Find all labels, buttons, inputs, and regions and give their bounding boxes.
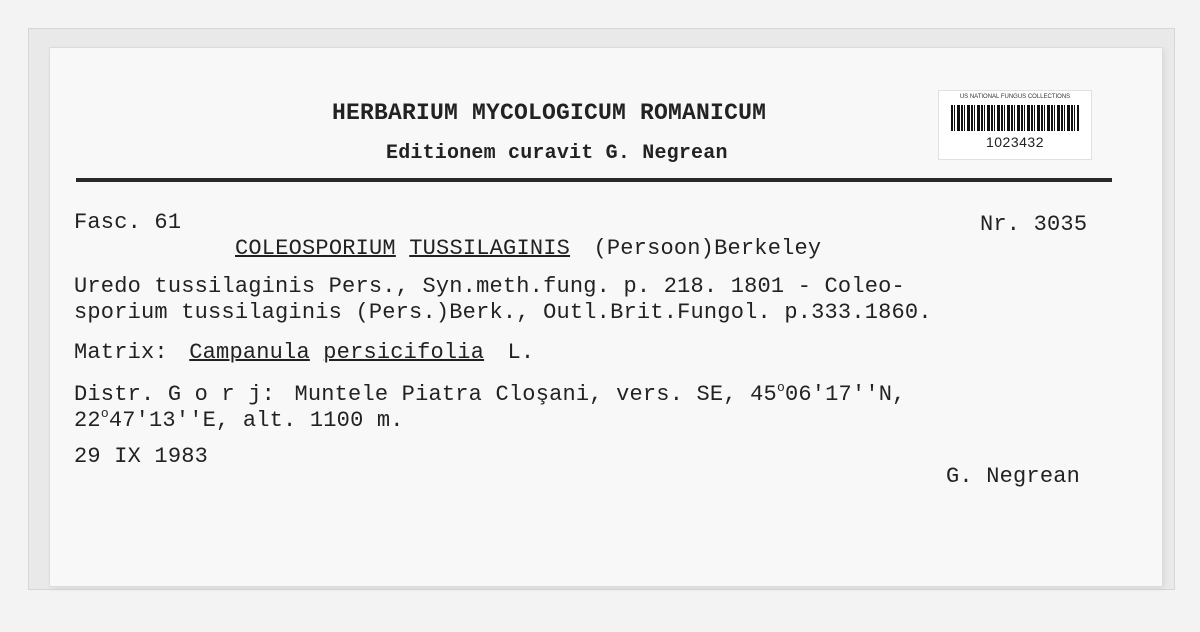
specimen-number: Nr. 3035 — [980, 212, 1088, 237]
distribution-county: G o r j: — [167, 382, 276, 407]
species-genus: COLEOSPORIUM — [235, 236, 396, 261]
species-epithet: TUSSILAGINIS — [409, 236, 571, 261]
collector-name: G. Negrean — [946, 464, 1081, 489]
header-divider — [76, 178, 1112, 182]
latitude-degree-symbol: o — [776, 380, 785, 395]
synonym-line-2: sporium tussilaginis (Pers.)Berk., Outl.Brit.Fungol. p.333.1860. — [74, 300, 932, 325]
synonym-line-1: Uredo tussilaginis Pers., Syn.meth.fung. p. 218. 1801 - Coleo- — [74, 274, 905, 299]
distribution-line-2 — [74, 406, 404, 433]
latitude-minutes-seconds: 06'17''N, — [784, 382, 906, 407]
editor-line: Editionem curavit G. Negrean — [386, 142, 728, 165]
fascicle-number: Fasc. 61 — [74, 210, 182, 235]
longitude-and-altitude: 47'13''E, alt. 1100 m. — [108, 408, 404, 433]
matrix-line — [74, 340, 534, 365]
matrix-author: L. — [507, 340, 535, 365]
distribution-line-1 — [74, 380, 906, 407]
specimen-label — [50, 48, 1162, 586]
matrix-species: persicifolia — [323, 340, 485, 365]
species-authority: (Persoon)Berkeley — [593, 236, 822, 261]
collection-date: 29 IX 1983 — [74, 444, 209, 469]
matrix-genus: Campanula — [189, 340, 310, 365]
distribution-locality: Muntele Piatra Cloşani, vers. SE, 45 — [294, 382, 777, 407]
species-name — [235, 236, 821, 261]
longitude-degrees: 22 — [74, 408, 101, 433]
distribution-label: Distr. — [74, 382, 155, 407]
longitude-degree-symbol: o — [100, 406, 109, 421]
herbarium-title: HERBARIUM MYCOLOGICUM ROMANICUM — [332, 100, 767, 126]
barcode-collection-name: US NATIONAL FUNGUS COLLECTIONS — [959, 94, 1071, 100]
barcode-bars — [951, 105, 1079, 131]
matrix-label: Matrix: — [74, 340, 168, 365]
barcode-number: 1023432 — [985, 134, 1044, 150]
barcode-label — [938, 90, 1092, 160]
